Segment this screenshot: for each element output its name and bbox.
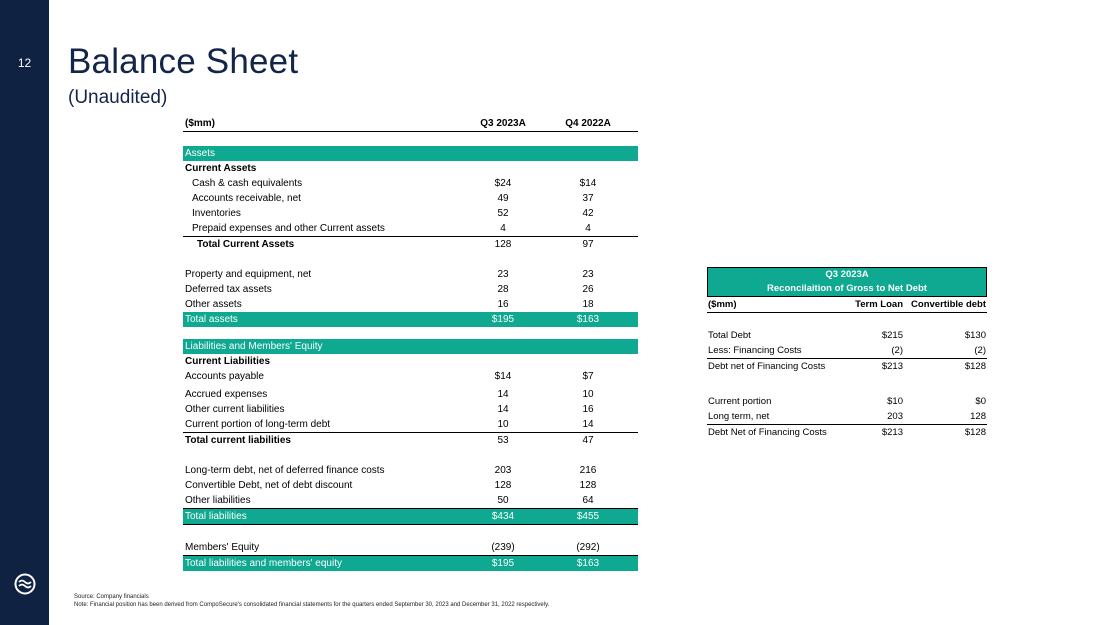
row-q3: $434	[491, 511, 515, 522]
row-label: Inventories	[192, 208, 241, 219]
table-row	[183, 540, 638, 555]
table-row	[183, 282, 638, 297]
row-q4: 64	[582, 495, 594, 506]
row-label: Other current liabilities	[185, 404, 285, 415]
table-row	[183, 402, 638, 417]
row-q3: $14	[494, 371, 512, 382]
row-q3: 52	[497, 208, 509, 219]
table-row	[183, 206, 638, 221]
row-label: Total current liabilities	[185, 435, 291, 446]
row-term: $213	[881, 361, 903, 372]
row-q3: 128	[494, 480, 512, 491]
table-row	[707, 359, 987, 374]
row-q4: 42	[582, 208, 594, 219]
table-row	[183, 463, 638, 478]
row-q3: 128	[494, 239, 512, 250]
header-col2: Convertible debt	[911, 299, 986, 310]
row-label: Less: Financing Costs	[708, 345, 802, 356]
row-q4: 216	[579, 465, 597, 476]
row-q4: 97	[582, 239, 594, 250]
row-q4: 26	[582, 284, 594, 295]
subsection-current-assets	[183, 161, 638, 176]
row-label: Total Current Assets	[197, 239, 295, 250]
row-q4: $455	[576, 511, 600, 522]
row-q3: 50	[497, 495, 509, 506]
row-label: Cash & cash equivalents	[192, 178, 303, 189]
section-header-assets	[183, 146, 638, 161]
row-label: Long term, net	[708, 411, 770, 422]
page-title: Balance Sheet	[68, 42, 299, 81]
row-label: Deferred tax assets	[185, 284, 272, 295]
section-label: Liabilities and Members' Equity	[185, 341, 323, 352]
row-q3: 14	[497, 404, 509, 415]
table-row	[707, 394, 987, 409]
row-conv: (2)	[974, 345, 986, 356]
table-row	[183, 176, 638, 191]
total-row	[183, 433, 638, 448]
table-header-row	[183, 116, 638, 132]
row-conv: $128	[964, 361, 986, 372]
row-q4: 23	[582, 269, 594, 280]
row-label: Current portion	[708, 396, 772, 407]
footnotes	[74, 593, 549, 609]
row-q4: $7	[582, 371, 594, 382]
table-row	[707, 425, 987, 440]
row-label: Current portion of long-term debt	[185, 419, 331, 430]
row-q4: (292)	[576, 542, 600, 553]
row-label: Total liabilities	[185, 511, 247, 522]
row-label: Debt net of Financing Costs	[708, 361, 826, 372]
footnote-note: Note: Financial position has been derived from CompoSecure's consolidated financial statements for the quarters ended September 30, 2023 and December 31, 2022 respectively.	[74, 602, 550, 608]
row-q3: 28	[497, 284, 509, 295]
table-row	[183, 387, 638, 402]
row-q4: $163	[576, 558, 600, 569]
row-term: $213	[881, 427, 903, 438]
table-row	[183, 297, 638, 312]
row-q4: 4	[585, 223, 591, 234]
table-row	[183, 369, 638, 384]
total-liabilities-equity-row	[183, 555, 638, 571]
row-q3: 16	[497, 299, 509, 310]
total-row	[183, 237, 638, 252]
row-q4: 16	[582, 404, 594, 415]
table-row	[183, 267, 638, 282]
table-row	[707, 343, 987, 359]
row-q4: 37	[582, 193, 594, 204]
table-row	[183, 417, 638, 433]
row-q4: 47	[582, 435, 594, 446]
row-label: Other liabilities	[185, 495, 251, 506]
row-q3: (239)	[491, 542, 515, 553]
row-conv: $130	[964, 330, 986, 341]
row-q3: 4	[500, 223, 506, 234]
row-q3: $24	[494, 178, 512, 189]
row-conv: $0	[975, 396, 986, 407]
page-subtitle: (Unaudited)	[68, 87, 168, 108]
row-q4: 18	[582, 299, 594, 310]
row-label: Accounts payable	[185, 371, 264, 382]
row-q3: 53	[497, 435, 509, 446]
footnote-source: Source: Company financials	[74, 594, 149, 600]
row-label: Members' Equity	[185, 542, 260, 553]
row-q3: 10	[497, 419, 509, 430]
balance-sheet-table	[183, 116, 638, 571]
sidebar	[0, 0, 49, 625]
header-label: ($mm)	[708, 299, 737, 310]
table-row	[183, 221, 638, 237]
row-label: Accounts receivable, net	[192, 193, 301, 204]
table-row	[707, 328, 987, 343]
row-label: Total liabilities and members' equity	[185, 558, 342, 569]
row-label: Convertible Debt, net of debt discount	[185, 480, 353, 491]
row-q3: 49	[497, 193, 509, 204]
row-label: Debt Net of Financing Costs	[708, 427, 827, 438]
row-term: 203	[887, 411, 903, 422]
reconciliation-title-line1: Q3 2023A	[825, 269, 869, 280]
row-q3: 203	[494, 465, 512, 476]
reconciliation-title-line2: Reconcilaition of Gross to Net Debt	[767, 283, 927, 294]
row-q3: $195	[491, 314, 515, 325]
total-assets-row	[183, 312, 638, 327]
row-label: Total Debt	[708, 330, 751, 341]
section-label: Assets	[185, 148, 216, 159]
row-q4: 128	[579, 480, 597, 491]
composecure-logo-icon	[14, 573, 36, 595]
row-q3: $195	[491, 558, 515, 569]
row-q3: 14	[497, 389, 509, 400]
row-term: (2)	[891, 345, 903, 356]
row-label: Other assets	[185, 299, 242, 310]
header-col1: Q3 2023A	[480, 118, 526, 129]
row-q4: $163	[576, 314, 600, 325]
row-label: Prepaid expenses and other Current assets	[192, 223, 385, 234]
subsection-label: Current Liabilities	[185, 356, 271, 367]
row-label: Total assets	[185, 314, 238, 325]
row-q4: 14	[582, 419, 594, 430]
row-term: $10	[887, 396, 903, 407]
row-q4: $14	[579, 178, 597, 189]
row-term: $215	[881, 330, 903, 341]
table-row	[183, 191, 638, 206]
row-label: Accrued expenses	[185, 389, 268, 400]
subsection-current-liabilities	[183, 354, 638, 369]
debt-reconciliation-table	[707, 267, 987, 440]
total-liabilities-row	[183, 509, 638, 525]
reconciliation-title	[707, 267, 987, 297]
table-row	[707, 409, 987, 425]
row-q4: 10	[582, 389, 594, 400]
table-row	[183, 493, 638, 509]
header-label: ($mm)	[185, 118, 216, 129]
page-number: 12	[17, 56, 32, 70]
header-col2: Q4 2022A	[565, 118, 611, 129]
header-col1: Term Loan	[855, 299, 903, 310]
table-row	[183, 478, 638, 493]
row-q3: 23	[497, 269, 509, 280]
row-conv: $128	[964, 427, 986, 438]
row-label: Property and equipment, net	[185, 269, 312, 280]
row-conv: 128	[970, 411, 986, 422]
section-header-liabilities	[183, 339, 638, 354]
row-label: Long-term debt, net of deferred finance costs	[185, 465, 385, 476]
reconciliation-header-row	[707, 297, 987, 313]
subsection-label: Current Assets	[185, 163, 257, 174]
